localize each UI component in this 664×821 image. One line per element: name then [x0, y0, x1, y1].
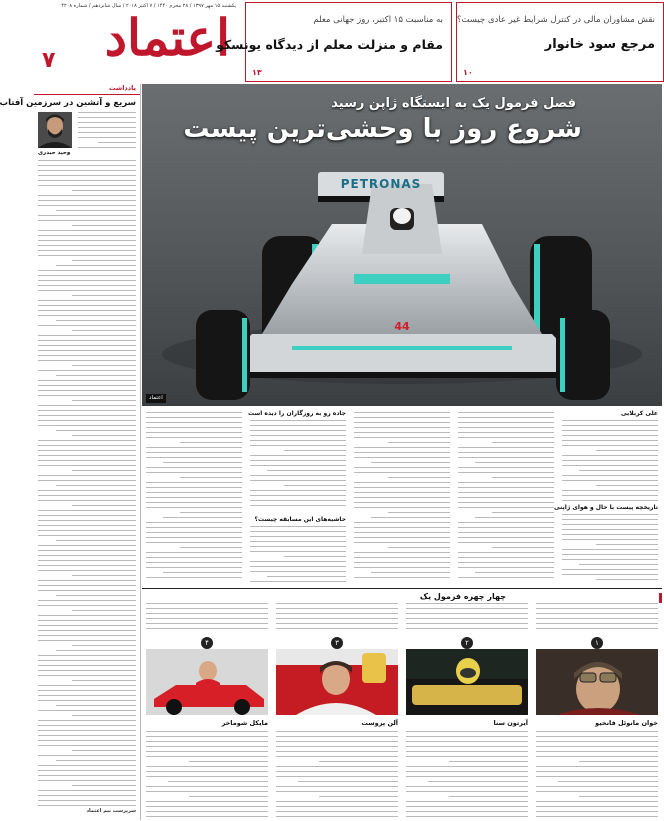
legends-intro-3 [276, 603, 398, 637]
legends-section-title: چهار چهره فرمول یک [419, 592, 506, 601]
article-byline: علی کربلایی [620, 410, 658, 417]
car-number: 44 [394, 320, 410, 333]
legend-photo [146, 649, 268, 715]
legend-bio [406, 731, 528, 819]
date-line: یکشنبه ۱۵ مهر ۱۳۹۷ / ۲۸ محرم ۱۴۴۰ / ۷ اکتبر ۲۰۱۸ / سال شانزدهم / شماره ۴۲۰۸ [61, 3, 236, 9]
legend-bio [276, 731, 398, 819]
legend-photo [536, 649, 658, 715]
article-column-4 [250, 420, 346, 514]
sidebar-title: سریع و آتشین در سرزمین آفتاب [0, 98, 136, 108]
legends-intro-1 [536, 603, 658, 637]
sidebar-body-text [78, 112, 136, 152]
legend-photo [406, 649, 528, 715]
author-name: وحید حیدری [38, 150, 71, 156]
legends-intro-2 [406, 603, 528, 637]
teaser-page-number: ۱۳ [252, 68, 262, 77]
legend-bio [146, 731, 268, 819]
teaser-box-teacher[interactable] [216, 2, 452, 82]
legend-name: آیرتون سنا [493, 719, 528, 727]
legend-number-badge: ۲ [461, 637, 473, 649]
article-column-1 [562, 420, 658, 506]
legend-bio [536, 731, 658, 819]
legend-card-senna [406, 639, 528, 821]
hero-photo [142, 84, 662, 406]
article-column-4-cont [250, 526, 346, 584]
teaser-title: مرجع سود خانوار [544, 37, 655, 52]
legend-number-badge: ۴ [201, 637, 213, 649]
legend-card-prost [276, 639, 398, 821]
legend-photo [276, 649, 398, 715]
author-photo [38, 112, 72, 148]
legend-name: آلن پروست [361, 719, 398, 727]
legends-intro-4 [146, 603, 268, 637]
teaser-page-number: ۱۰ [463, 68, 473, 77]
article-column-5 [146, 412, 242, 584]
teaser-title: مقام و منزلت معلم از دیدگاه یونسکو [216, 37, 443, 52]
teaser-kicker: نقش مشاوران مالی در کنترل شرایط غیر عادی چیست؟ [456, 15, 655, 25]
teaser-kicker: به مناسبت ۱۵ اکتبر، روز جهانی معلم [313, 15, 443, 25]
sidebar-footer-note: سرپرست تیم اعتماد [86, 808, 136, 814]
article-column-2 [458, 412, 554, 584]
car-livery-text: PETRONAS [340, 177, 422, 191]
page-number: ۷ [42, 48, 56, 73]
legend-name: خوان مانوئل فانخیو [595, 719, 658, 727]
legend-card-schumacher [146, 639, 268, 821]
sidebar-column [0, 84, 141, 820]
legends-title-marker [659, 593, 662, 603]
teaser-box-financial[interactable] [456, 2, 664, 82]
article-column-3 [354, 412, 450, 584]
hero-title: شروع روز با وحشی‌ترین پیست [183, 114, 582, 144]
masthead-logo-area [34, 0, 240, 82]
legends-section [142, 588, 662, 821]
sidebar-body-text-long [38, 160, 136, 810]
sidebar-label: یادداشت [34, 84, 140, 95]
article-subhead-3: حاشیه‌های این مسابقه چیست؟ [254, 516, 346, 523]
article-subhead-2: جاده رو به روزگاران را دیده است [248, 410, 346, 417]
legend-name: مایکل شوماخر [221, 719, 268, 727]
article-subhead-1: تاریخچه پیست با حال و هوای ژاپنی [554, 504, 658, 511]
article-body [142, 408, 662, 588]
legend-number-badge: ۱ [591, 637, 603, 649]
legend-card-fangio [536, 639, 658, 821]
photo-credit: اعتماد [146, 394, 166, 403]
hero-kicker: فصل فرمول یک به ایستگاه ژاپن رسید [331, 96, 576, 111]
newspaper-logo: اعتماد [104, 8, 230, 67]
article-column-1-cont [562, 514, 658, 584]
legend-number-badge: ۳ [331, 637, 343, 649]
